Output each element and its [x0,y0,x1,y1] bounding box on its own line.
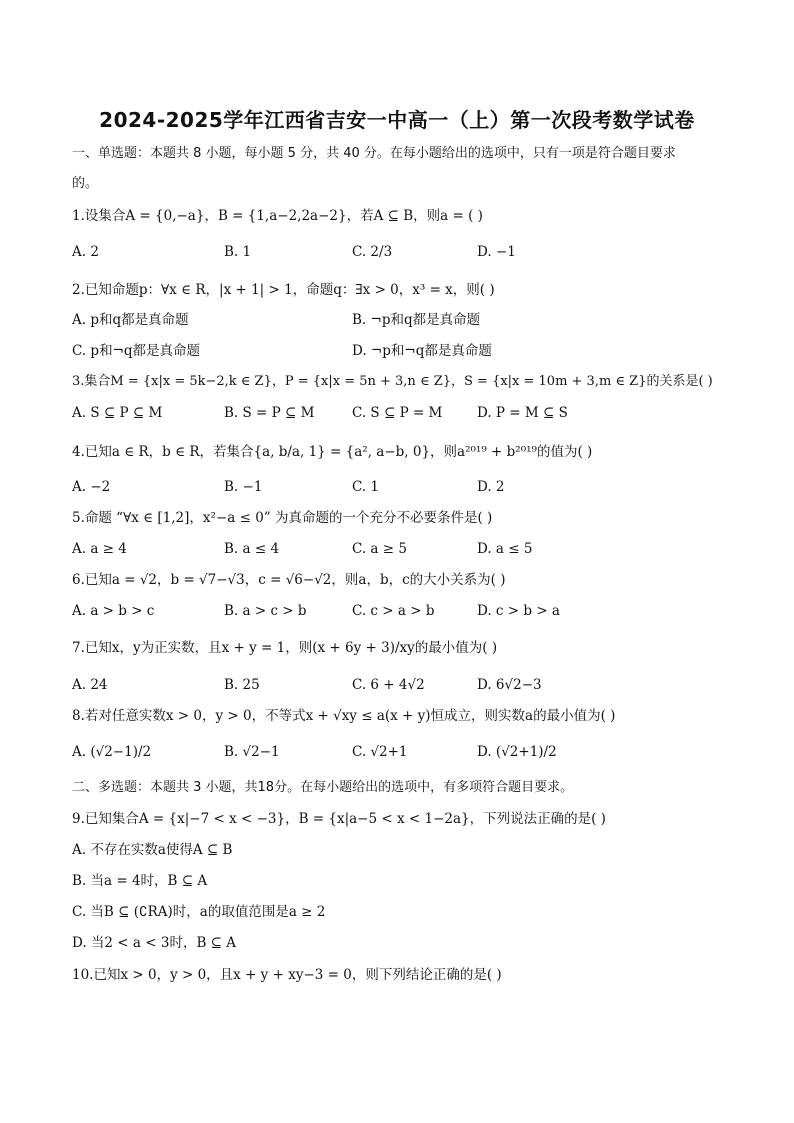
exam-title: 2024-2025学年江西省吉安一中高一（上）第一次段考数学试卷 [99,108,695,132]
question-7-option-a: A. 24 [72,677,108,693]
question-8-option-c: C. √2+1 [352,744,408,760]
question-6-option-c: C. c > a > b [352,603,435,619]
question-6-stem: 6.已知a = √2，b = √7−√3，c = √6−√2，则a，b，c的大小关系为( ) [72,572,506,588]
question-3-option-c: C. S ⊆ P = M [352,405,443,421]
question-9-option-d: D. 当2 < a < 3时，B ⊆ A [72,935,237,951]
question-6-option-a: A. a > b > c [72,603,155,619]
question-1-stem: 1.设集合A = {0,−a}，B = {1,a−2,2a−2}，若A ⊆ B，则a = ( ) [72,208,483,224]
section-single-choice-header: 一、单选题：本题共 8 小题，每小题 5 分，共 40 分。在每小题给出的选项中，只有一项是符合题目要求 [72,146,676,161]
question-2-stem: 2.已知命题p：∀x ∈ R，|x + 1| > 1，命题q：∃x > 0，x³ = x，则( ) [72,282,495,298]
question-2-option-b: B. ¬p和q都是真命题 [352,312,481,328]
question-4-stem: 4.已知a ∈ R，b ∈ R，若集合{a, b/a, 1} = {a², a−b, 0}，则a²⁰¹⁹ + b²⁰¹⁹的值为( ) [72,444,593,460]
question-9-option-c: C. 当B ⊆ (∁RA)时，a的取值范围是a ≥ 2 [72,904,326,920]
question-4-option-d: D. 2 [477,479,505,495]
question-4-option-c: C. 1 [352,479,380,495]
question-3-option-d: D. P = M ⊆ S [477,405,568,421]
question-7-option-c: C. 6 + 4√2 [352,677,425,693]
question-6-option-b: B. a > c > b [224,603,307,619]
section-multi-choice-header: 二、多选题：本题共 3 小题，共18分。在每小题给出的选项中，有多项符合题目要求。 [72,780,574,795]
question-9-stem: 9.已知集合A = {x|−7 < x < −3}，B = {x|a−5 < x < 1−2a}，下列说法正确的是( ) [72,811,606,827]
question-1-option-c: C. 2/3 [352,244,393,260]
question-2-option-d: D. ¬p和¬q都是真命题 [352,343,492,359]
question-1-option-b: B. 1 [224,244,252,260]
question-1-option-a: A. 2 [72,244,99,260]
question-7-stem: 7.已知x，y为正实数，且x + y = 1，则(x + 6y + 3)/xy的最小值为( ) [72,640,498,656]
question-7-option-d: D. 6√2−3 [477,677,542,693]
question-5-option-a: A. a ≥ 4 [72,541,127,557]
question-4-option-b: B. −1 [224,479,263,495]
question-7-option-b: B. 25 [224,677,260,693]
question-8-option-a: A. (√2−1)/2 [72,744,152,760]
question-3-option-a: A. S ⊆ P ⊆ M [72,405,163,421]
question-6-option-d: D. c > b > a [477,603,560,619]
question-2-option-c: C. p和¬q都是真命题 [72,343,201,359]
question-5-option-b: B. a ≤ 4 [224,541,280,557]
question-5-option-d: D. a ≤ 5 [477,541,533,557]
question-10-stem: 10.已知x > 0，y > 0，且x + y + xy−3 = 0，则下列结论正确的是( ) [72,967,502,983]
question-2-option-a: A. p和q都是真命题 [72,312,189,328]
section-single-choice-header-cont: 的。 [72,176,99,191]
question-5-stem: 5.命题 “∀x ∈ [1,2]，x²−a ≤ 0” 为真命题的一个充分不必要条件是( ) [72,510,493,526]
question-8-option-b: B. √2−1 [224,744,280,760]
question-5-option-c: C. a ≥ 5 [352,541,407,557]
question-3-stem: 3.集合M = {x|x = 5k−2,k ∈ Z}，P = {x|x = 5n + 3,n ∈ Z}，S = {x|x = 10m + 3,m ∈ Z}的关系是( ) [72,374,713,389]
question-3-option-b: B. S = P ⊆ M [224,405,315,421]
question-8-stem: 8.若对任意实数x > 0，y > 0，不等式x + √xy ≤ a(x + y)恒成立，则实数a的最小值为( ) [72,708,616,724]
question-1-option-d: D. −1 [477,244,516,260]
question-8-option-d: D. (√2+1)/2 [477,744,557,760]
question-4-option-a: A. −2 [72,479,111,495]
question-9-option-b: B. 当a = 4时，B ⊆ A [72,873,208,889]
question-9-option-a: A. 不存在实数a使得A ⊆ B [72,842,233,858]
